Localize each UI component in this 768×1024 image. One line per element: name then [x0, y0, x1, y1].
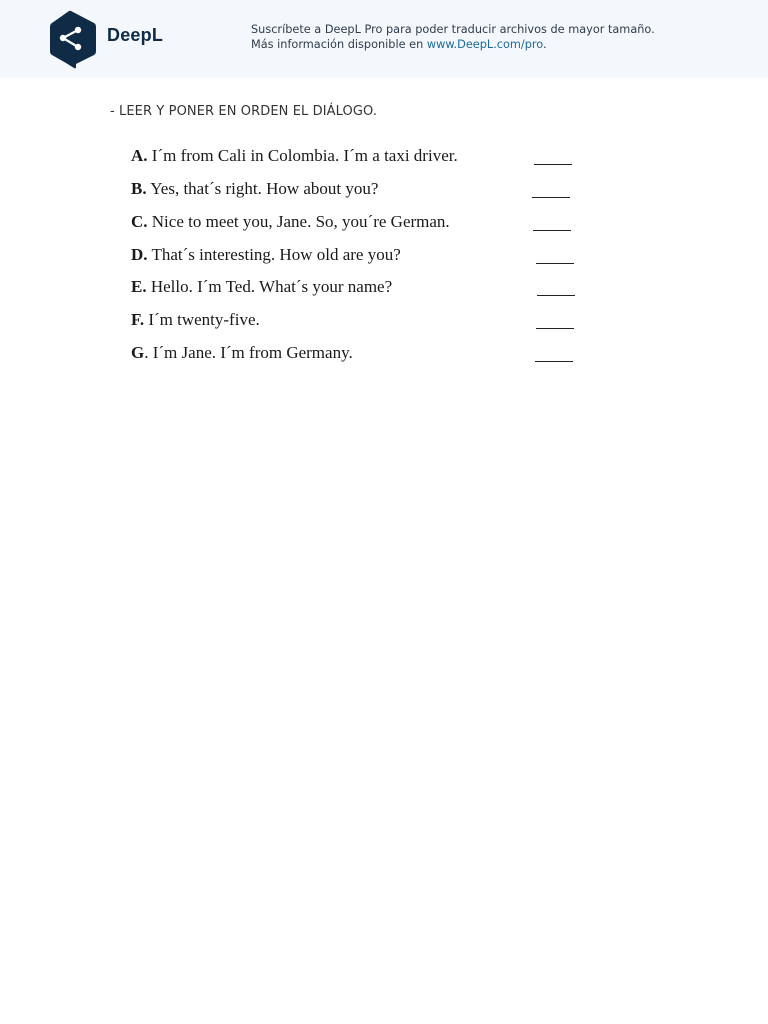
dialog-letter: F.	[131, 310, 145, 329]
deepl-logo-icon	[46, 9, 100, 69]
dialog-letter: B.	[131, 179, 147, 198]
dialog-line-c	[131, 212, 450, 232]
exercise-instruction: - LEER Y PONER EN ORDEN EL DIÁLOGO.	[110, 104, 378, 119]
dialog-letter: D.	[131, 245, 148, 264]
answer-blank-e[interactable]	[537, 295, 575, 296]
dialog-line-a	[131, 146, 458, 166]
answer-blank-b[interactable]	[532, 197, 570, 198]
promo-line-1: Suscríbete a DeepL Pro para poder traducir archivos de mayor tamaño.	[251, 23, 655, 36]
dialog-letter: A.	[131, 146, 148, 165]
answer-blank-a[interactable]	[534, 164, 572, 165]
dialog-text: That´s interesting. How old are you?	[147, 245, 401, 264]
answer-blank-d[interactable]	[536, 263, 574, 264]
dialog-line-d	[131, 245, 401, 265]
dialog-line-g	[131, 343, 353, 363]
dialog-text: Yes, that´s right. How about you?	[146, 179, 379, 198]
dialog-letter: E.	[131, 277, 147, 296]
promo-line-2-suffix: .	[543, 38, 547, 51]
answer-blank-g[interactable]	[535, 361, 573, 362]
promo-line-2	[251, 37, 655, 52]
promo-line-2-prefix: Más información disponible en	[251, 38, 427, 51]
dialog-text: Nice to meet you, Jane. So, you´re German.	[147, 212, 450, 231]
dialog-line-f	[131, 310, 260, 330]
dialog-text: I´m twenty-five.	[144, 310, 260, 329]
dialog-text: I´m from Cali in Colombia. I´m a taxi driver.	[147, 146, 458, 165]
dialog-text: . I´m Jane. I´m from Germany.	[144, 343, 353, 362]
deepl-pro-link[interactable]: www.DeepL.com/pro	[426, 38, 543, 51]
dialog-letter: C.	[131, 212, 148, 231]
deepl-banner	[0, 0, 768, 78]
deepl-brand-name: DeepL	[107, 25, 164, 45]
promo-text	[251, 22, 655, 52]
dialog-letter: G	[131, 343, 145, 362]
dialog-line-e	[131, 277, 392, 297]
dialog-line-b	[131, 179, 378, 199]
answer-blank-f[interactable]	[536, 328, 574, 329]
answer-blank-c[interactable]	[533, 230, 571, 231]
dialog-text: Hello. I´m Ted. What´s your name?	[146, 277, 393, 296]
